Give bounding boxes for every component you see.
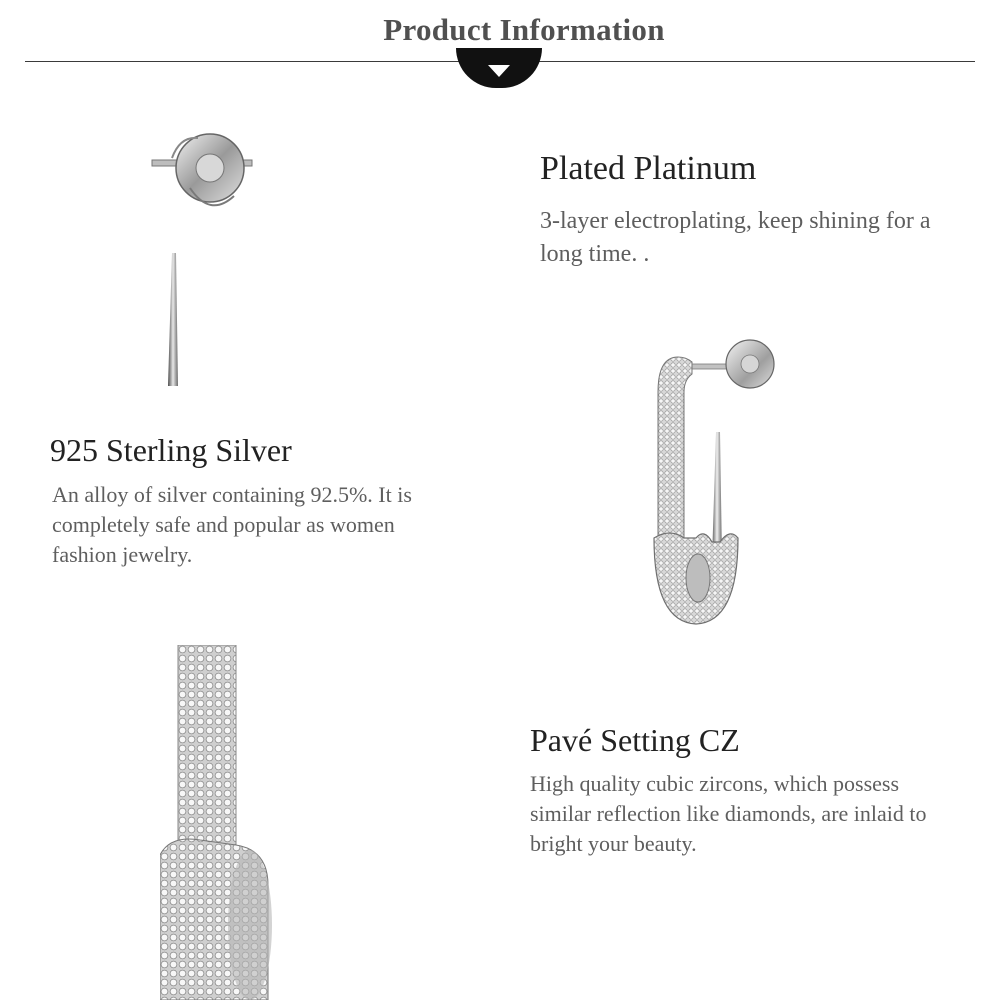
- pave-setting-description: High quality cubic zircons, which possess similar reflection like diamonds, are inlaid to bright your beauty.: [530, 771, 927, 856]
- sterling-silver-title: 925 Sterling Silver: [50, 432, 292, 468]
- section-title: Product Information: [383, 12, 665, 47]
- pave-setting-closeup-image: [160, 645, 272, 1000]
- earring-back-closeup-image: [150, 118, 262, 390]
- safety-pin-earring-image: [640, 332, 788, 632]
- chevron-down-icon: [487, 64, 511, 78]
- pave-setting-title: Pavé Setting CZ: [530, 722, 740, 758]
- plated-platinum-title: Plated Platinum: [540, 150, 757, 187]
- sterling-silver-description: An alloy of silver containing 92.5%. It is completely safe and popular as women fashion jewelry.: [52, 482, 412, 567]
- header-tab: [456, 48, 542, 88]
- plated-platinum-description: 3-layer electroplating, keep shining for a long time. .: [540, 208, 931, 267]
